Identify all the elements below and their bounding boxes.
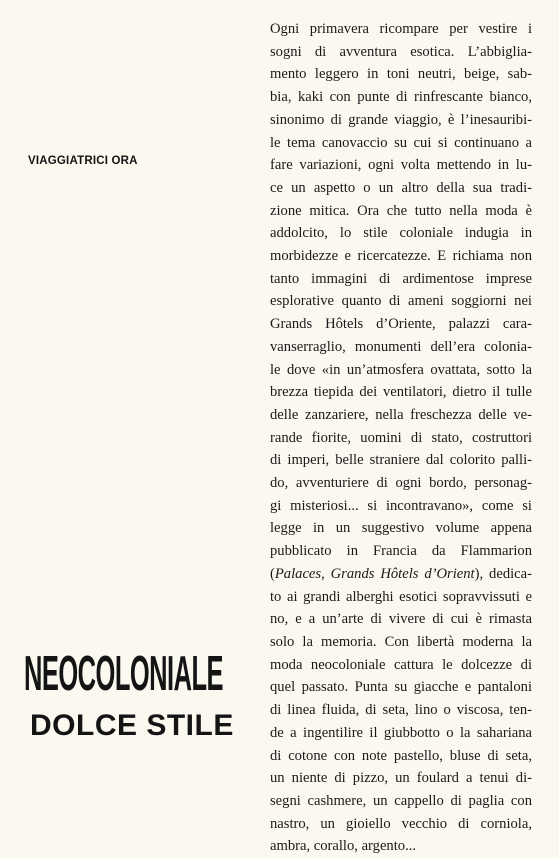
- body-line: do, avventuriere di ogni bordo, personag-: [270, 475, 532, 492]
- body-line: rande fiorite, uomini di stato, costruttori: [270, 429, 532, 446]
- body-line: gi misteriosi... si incontravano», come si: [270, 497, 532, 514]
- body-line: le tema canovaccio su cui si continuano a: [270, 134, 532, 151]
- body-line: un niente di pizzo, un foulard a tenui di-: [270, 770, 532, 787]
- body-line: fare variazioni, ogni volta mettendo in lu-: [270, 157, 532, 174]
- body-line: Ogni primavera ricompare per vestire i: [270, 21, 532, 37]
- body-line: ambra, corallo, argento...: [270, 838, 417, 855]
- book-title: Palaces, Grands Hôtels d’Orient: [274, 565, 475, 582]
- body-line: di linea fluida, di seta, lino o viscosa, ten-: [270, 702, 532, 719]
- body-line: mento leggero in toni neutri, beige, sab-: [270, 66, 532, 83]
- headline: NEOCOLONIALE: [24, 647, 224, 701]
- paren-open: (: [270, 565, 275, 582]
- body-line: zione mitica. Ora che tutto nella moda è: [270, 202, 532, 219]
- subheadline: DOLCE STILE: [30, 709, 234, 742]
- body-line: de a ingentilire il giubbotto o la sahariana: [270, 724, 532, 741]
- body-line: pubblicato in Francia da Flammarion: [270, 543, 532, 560]
- body-line: sinonimo di grande viaggio, è l’inesauribi-: [270, 111, 532, 128]
- body-line: morbidezze e ricercatezze. E richiama non: [270, 248, 532, 265]
- body-line: Grands Hôtels d’Oriente, palazzi cara-: [270, 316, 532, 333]
- body-line: to ai grandi alberghi esotici sopravvissuti e: [270, 588, 532, 605]
- paren-close: ), dedica-: [474, 565, 532, 582]
- body-line: delle zanzariere, nella freschezza delle ve-: [270, 406, 532, 423]
- section-kicker: VIAGGIATRICI ORA: [28, 155, 138, 167]
- body-line: no, e a un’arte di vivere di cui è rimasta: [270, 611, 532, 628]
- body-line: bia, kaki con punte di rinfrescante bianco,: [270, 89, 532, 106]
- article-body: [270, 18, 532, 858]
- body-line: legge in un suggestivo volume appena: [270, 520, 532, 537]
- body-line: moda neocoloniale cattura le dolcezze di: [270, 656, 532, 673]
- body-line: solo la memoria. Con libertà moderna la: [270, 633, 532, 650]
- body-line: vanserraglio, monumenti dell’era colonia-: [270, 338, 532, 355]
- body-line: sogni di avventura esotica. L’abbiglia-: [270, 43, 532, 60]
- body-line: esplorative quanto di ameni soggiorni nei: [270, 293, 532, 310]
- body-line: le dove «in un’atmosfera ovattata, sotto la: [270, 361, 532, 378]
- body-line-with-title: [270, 563, 532, 586]
- body-line: tanto immagini di ardimentose imprese: [270, 270, 532, 287]
- body-line: ce un aspetto o un altro della sua tradi-: [270, 179, 532, 196]
- body-line: di cotone con note pastello, bluse di seta,: [270, 747, 532, 764]
- body-line: quel passato. Punta su giacche e pantaloni: [270, 679, 532, 696]
- body-line: addolcito, lo stile coloniale indugia in: [270, 225, 532, 242]
- body-line: segni cashmere, un cappello di paglia con: [270, 792, 532, 809]
- body-line: nastro, un gioiello vecchio di corniola,: [270, 815, 532, 832]
- body-line: brezza tiepida dei ventilatori, dietro il tulle: [270, 384, 532, 401]
- body-line: di imperi, belle straniere dal colorito palli-: [270, 452, 532, 469]
